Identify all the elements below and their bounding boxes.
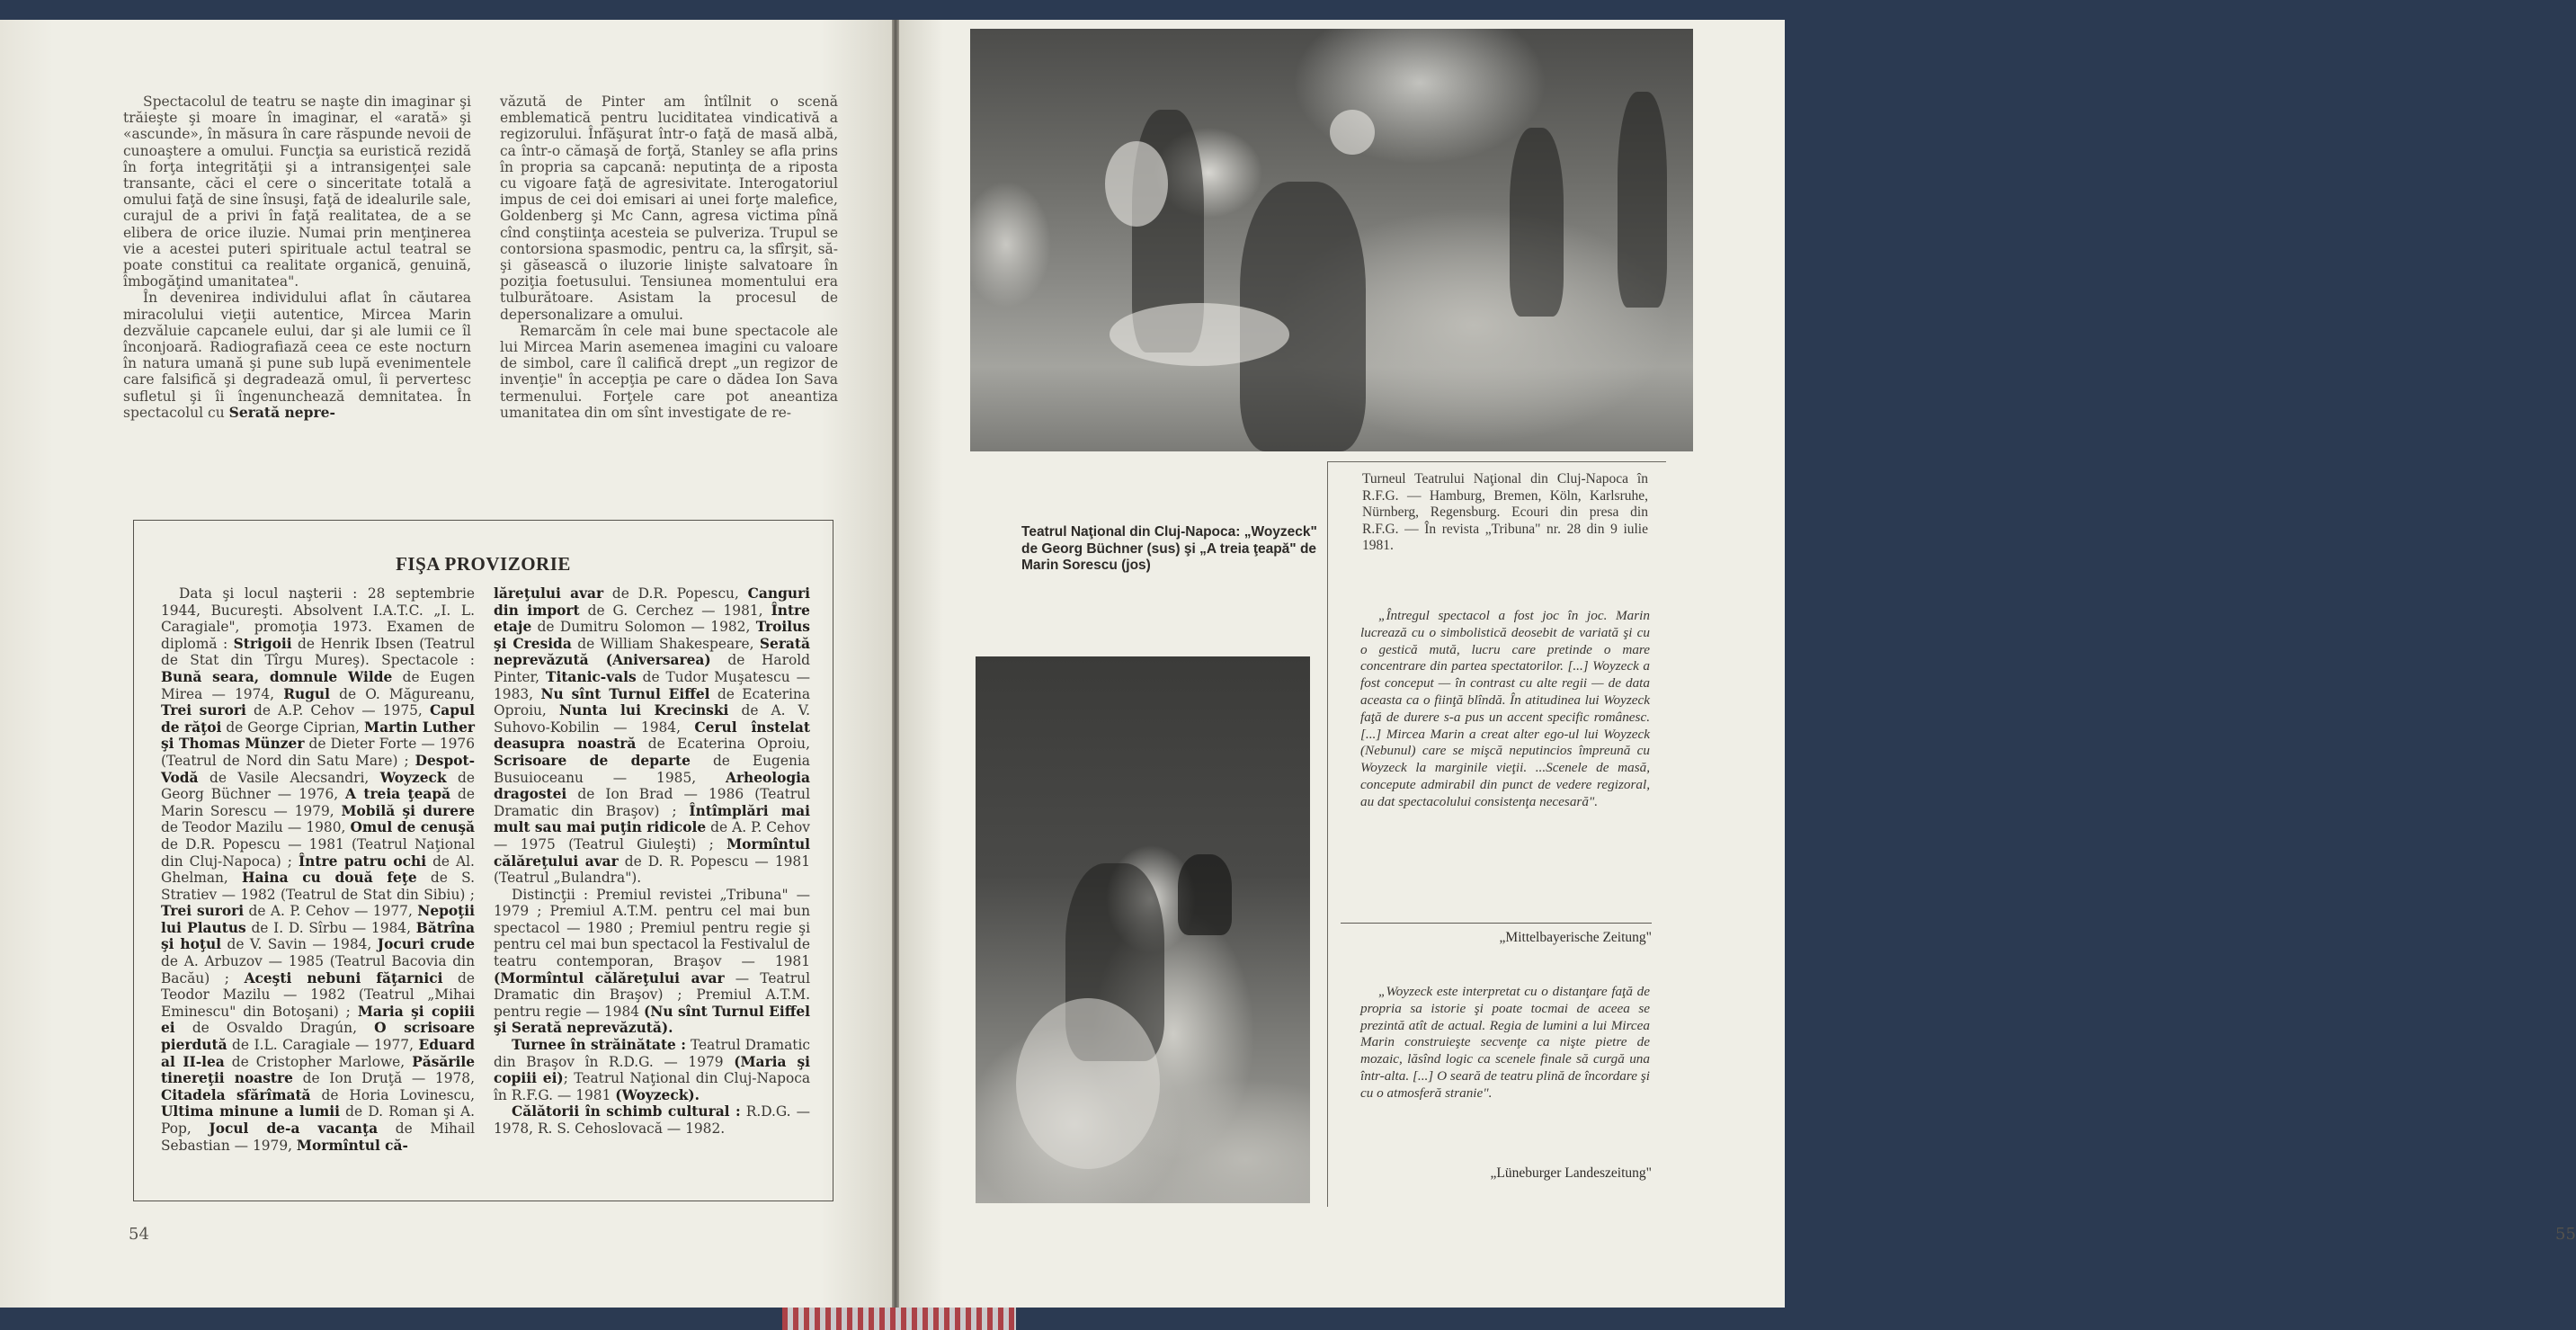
book-gutter [892, 20, 899, 1308]
quote-source: „Mittelbayerische Zeitung" [1499, 930, 1652, 945]
intro-text-column-2 [500, 94, 838, 421]
photo-figure [1510, 128, 1564, 317]
intro-paragraph: Remarcăm în cele mai bune spectacole ale lui Mircea Marin asemenea imagini cu valoare de simbol, care îl califică drept „un regizor de invenţie" în accepţia pe care o dădea Ion Sava termenului. Forţele care pot aneantiza umanitatea din om sînt investigate de re- [500, 322, 838, 421]
fisa-title: FIŞA PROVIZORIE [396, 553, 571, 575]
fisa-paragraph: Data şi locul naşterii : 28 septembrie 1944, Bucureşti. Absolvent I.A.T.C. „I. L. Caragiale", promoţia 1973. Examen de diplomă : Strigoii de Henrik Ibsen (Teatrul de Stat din Tîrgu Mureş). Spectacole : Bună seara, domnule Wilde de Eugen Mirea — 1974, Rugul de O. Măgureanu, Trei surori de A.P. Cehov — 1975, Capul de răţoi de George Ciprian, Martin Luther şi Thomas Münzer de Dieter Forte — 1976 (Teatrul de Nord din Satu Mare) ; Despot-Vodă de Vasile Alecsandri, Woyzeck de Georg Büchner — 1976, A treia ţeapă de Marin Sorescu — 1979, Mobilă şi durere de Teodor Mazilu — 1980, Omul de cenuşă de D.R. Popescu — 1981 (Teatrul Naţional din Cluj-Napoca) ; Între patru ochi de Al. Ghelman, Haina cu două feţe de S. Stratiev — 1982 (Teatrul de Stat din Sibiu) ; Trei surori de A. P. Cehov — 1977, Nepoţii lui Plautus de I. D. Sîrbu — 1984, Bătrîna şi hoţul de V. Savin — 1984, Jocuri crude de A. Arbuzov — 1985 (Teatrul Bacovia din Bacău) ; Aceşti nebuni făţarnici de Teodor Mazilu — 1982 (Teatrul „Mihai Eminescu" din Botoşani) ; Maria şi copiii ei de Osvaldo Dragún, O scrisoare pierdută de I.L. Caragiale — 1977, Eduard al II-lea de Cristopher Marlowe, Păsările tinereţii noastre de Ion Druţă — 1978, Citadela sfărîmată de Horia Lovinescu, Ultima minune a lumii de D. Roman şi A. Pop, Jocul de-a vacanţa de Mihail Sebastian — 1979, Mormîntul că- [161, 585, 475, 1154]
press-quote: „Woyzeck este interpretat cu o distanţare faţă de propria sa istorie şi poate tocmai de aceea se prezintă atît de actual. Regia de lumini a lui Mircea Marin construieşte secvenţe ca nişte pietre de mozaic, lăsînd logic ca scenele finale să curgă una într-alta. [...] O seară de teatru plină de încordare şi cu o atmosferă stranie". [1360, 984, 1650, 1101]
photo-highlight [1016, 998, 1160, 1169]
play-title: Serată nepre- [228, 403, 335, 421]
page-number-left: 54 [129, 1225, 149, 1244]
press-quote: „Întregul spectacol a fost joc în joc. Marin lucrează cu o simbolistică deosebit de variată şi cu o gestică mută, lucru care pretinde o mare concentrare din partea spectatorilor. [...] Woyzeck a fost conceput — în contrast cu alte regii — de data aceasta ca o fiinţă blîndă. În atitudinea lui Woyzeck faţă de durere s-a pus un accent specific românesc. [...] Mircea Marin a creat alter ego-ul lui Woyzeck (Nebunul) care se mişcă neputincios împreună cu Woyzeck la marginile vieţii. ...Scenele de masă, concepute admirabil din punct de vedere regizoral, au dat spectacolului consistenţa necesară". [1360, 608, 1650, 809]
binding-thread [782, 1308, 1016, 1330]
divider [1341, 923, 1652, 924]
tour-intro: Turneul Teatrului Naţional din Cluj-Napoca în R.F.G. — Hamburg, Bremen, Köln, Karlsruhe, Nürnberg, Regensburg. Ecouri din presa din R.F.G. — În revista „Tribuna" nr. 28 din 9 iulie 1981. [1362, 471, 1648, 554]
press-sidebar [1327, 461, 1666, 1207]
fisa-cultural-trips: Călătorii în schimb cultural : R.D.G. — 1978, R. S. Cehoslovacă — 1982. [494, 1103, 810, 1137]
page-number-right: 55 [2555, 1225, 2576, 1244]
photo-highlight [1110, 303, 1289, 366]
fisa-provizorie-box [133, 520, 833, 1201]
intro-paragraph-text: În devenirea individului aflat în căutarea miracolului vieţii autentice, Mircea Marin dezvăluie capcanele eului, dar şi ale lumii ce îl înconjoară. Radiografiază ceea ce este nocturn în natura umană şi pune sub lupă evenimentele care falsifică şi degradează omul, îi pervertesc sufletul şi îi îngenunchează demnitatea. În spectacolul cu [123, 290, 471, 421]
photo-figure [1618, 92, 1667, 308]
photo-highlight [1105, 141, 1168, 227]
intro-paragraph: văzută de Pinter am întîlnit o scenă emblematică pentru luciditatea vindicativă a regizorului. Înfăşurat într-o faţă de masă albă, ca într-o cămaşă de forţă, Stanley se afla prins în propria sa capcană: neputinţa de a riposta cu vigoare faţă de agresivitate. Interogatoriul impus de cei doi emisari ai unei forţe malefice, Goldenberg şi Mc Cann, agresa victima pînă cînd conştiinţa acesteia se pulveriza. Trupul se contorsiona spasmodic, pentru ca, la sfîrşit, să-şi găsească o iluzorie linişte salvatoare în poziţia foetusului. Tensiunea momentului era tulburătoare. Asistam la procesul de depersonalizare a omului. [500, 94, 838, 323]
photo-figure [1178, 854, 1232, 935]
woyzeck-stage-photo [970, 29, 1693, 451]
intro-paragraph: Spectacolul de teatru se naşte din imaginar şi trăieşte şi moare în imaginar, el «arată» şi «ascunde», în măsura în care răspunde nevoii de cunoaştere a omului. Funcţia sa euristică rezidă în forţa integrităţii şi a intransigenţei sale transante, căci el cere o sinceritate totală a omului faţă de sine însuşi, faţă de idealurile sale, curajul de a privi în faţă realitatea, de a se elibera de orice iluzie. Numai prin menţinerea vie a acestei puteri spirituale actul teatral se poate constitui ca realitate organică, genuină, îmbogăţind umanitatea". [123, 94, 471, 290]
quote-source: „Lüneburger Landeszeitung" [1490, 1165, 1652, 1181]
fisa-column-2 [494, 585, 810, 1138]
intro-paragraph [123, 290, 471, 421]
intro-text-column-1 [123, 94, 471, 421]
photo-highlight [1330, 110, 1375, 155]
fisa-tours: Turnee în străinătate : Teatrul Dramatic din Braşov în R.D.G. — 1979 (Maria şi copiii ei); Teatrul Naţional din Cluj-Napoca în R.F.G. — 1981 (Woyzeck). [494, 1037, 811, 1103]
fisa-paragraph: lăreţului avar de D.R. Popescu, Canguri din import de G. Cerchez — 1981, Între etaje de Dumitru Solomon — 1982, Troilus şi Cresida de William Shakespeare, Serată neprevăzută (Aniversarea) de Harold Pinter, Titanic-vals de Tudor Muşatescu — 1983, Nu sînt Turnul Eiffel de Ecaterina Oproiu, Nunta lui Krecinski de A. V. Suhovo-Kobilin — 1984, Cerul înstelat deasupra noastră de Ecaterina Oproiu, Scrisoare de departe de Eugenia Busuioceanu — 1985, Arheologia dragostei de Ion Brad — 1986 (Teatrul Dramatic din Braşov) ; Întîmplări mai mult sau mai puţin ridicole de A. P. Cehov — 1975 (Teatrul Giuleşti) ; Mormîntul călăreţului avar de D. R. Popescu — 1981 (Teatrul „Bulandra"). [494, 585, 810, 887]
left-page [0, 20, 892, 1308]
photo-caption: Teatrul Naţional din Cluj-Napoca: „Woyzeck" de Georg Büchner (sus) şi „A treia ţeapă" de Marin Sorescu (jos) [1021, 524, 1317, 574]
fisa-distinctions: Distincţii : Premiul revistei „Tribuna" — 1979 ; Premiul A.T.M. pentru cel mai bun spectacol — 1980 ; Premiul pentru regie şi pentru cel mai bun spectacol la Festivalul de teatru contemporan, Braşov — 1981 (Mormîntul călăreţului avar — Teatrul Dramatic din Braşov) ; Premiul A.T.M. pentru regie — 1984 (Nu sînt Turnul Eiffel şi Serată neprevăzută). [494, 886, 810, 1037]
a-treia-teapa-stage-photo [976, 656, 1310, 1203]
fisa-column-1 [161, 585, 475, 1154]
right-page [899, 20, 2576, 1308]
